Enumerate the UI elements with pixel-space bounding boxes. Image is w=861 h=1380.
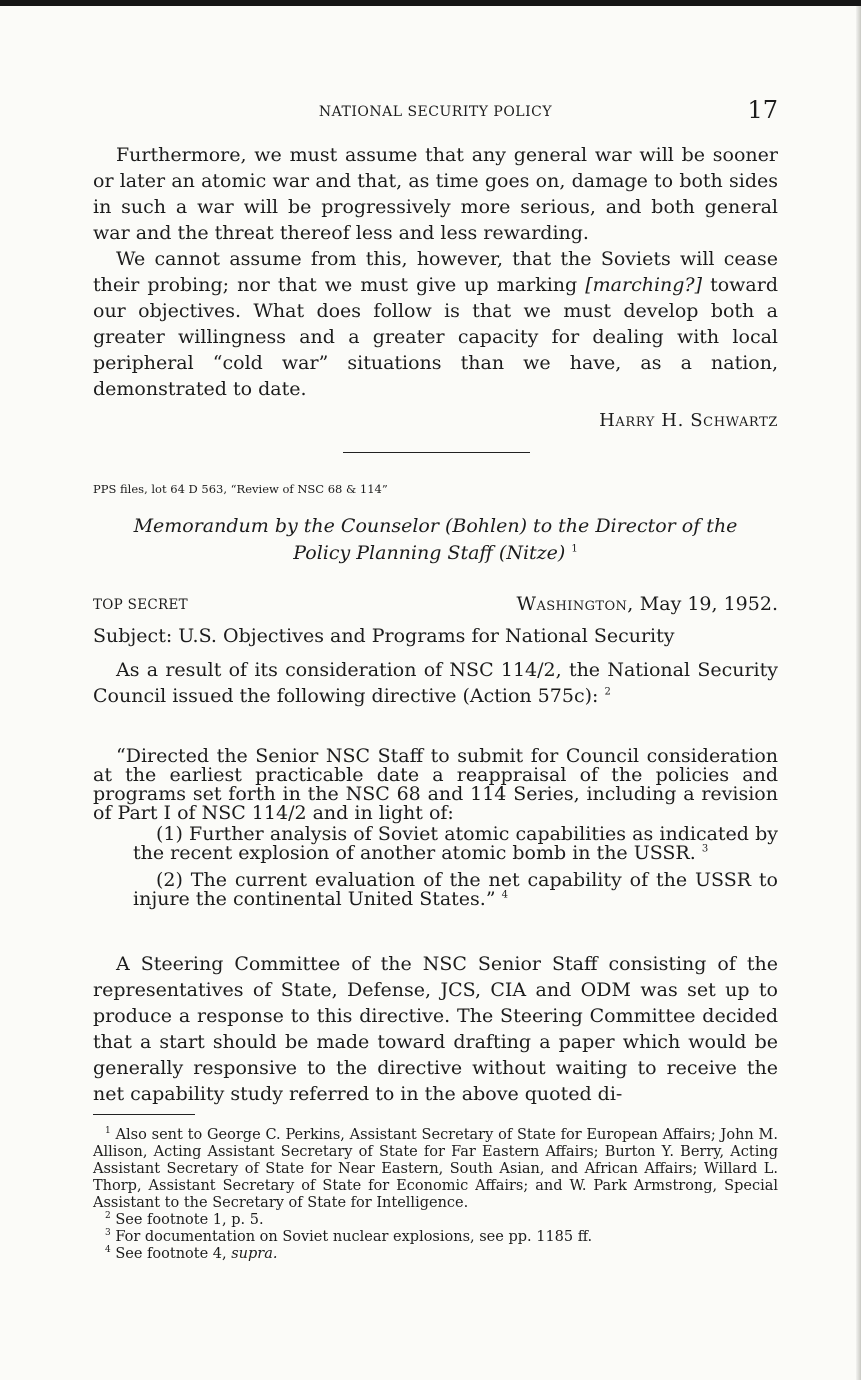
classification: TOP SECRET: [93, 597, 188, 613]
paragraph: Furthermore, we must assume that any general war will be sooner or later an atomic war and that, as time goes on, damage to both sides in such a war will be progressively more serious, and both general war and the threat thereof less and less rewarding.: [93, 144, 778, 244]
dateline-place: Washington,: [516, 593, 634, 615]
signature: Harry H. Schwartz: [599, 410, 778, 431]
footnote: [93, 1127, 778, 1212]
directive-items: [133, 825, 778, 909]
footnote-marker: 1: [105, 1126, 111, 1137]
footnote-marker: 2: [105, 1211, 111, 1222]
paragraph-text: We cannot assume from this, however, that the Soviets will cease their probing; nor that we must give up marking: [93, 248, 778, 296]
section-divider: [343, 452, 530, 453]
footnote-ref: 4: [501, 889, 508, 901]
footnote-italic: supra.: [231, 1246, 278, 1262]
paragraph: [93, 657, 778, 709]
footnote-text: See footnote 4,: [115, 1246, 227, 1262]
editorial-insertion: [marching?]: [585, 274, 703, 296]
dateline-date: May 19, 1952.: [639, 593, 778, 615]
directive-item-text: (2) The current evaluation of the net capability of the USSR to injure the continental United States.”: [133, 869, 778, 910]
footnote: [93, 1212, 778, 1229]
footnote-divider: [93, 1114, 195, 1115]
page-right-edge: [856, 6, 861, 1380]
page-number: 17: [747, 96, 778, 124]
footnote-text: Also sent to George C. Perkins, Assistant Secretary of State for European Affairs; John M. Allison, Acting Assistant Secretary of State for Far Eastern Affairs; Burton Y. Berry, Acting Assistant Secretary of State for Near Eastern, South Asian, and African Affairs; Willard L. Thorp, Assistant Secretary of State for Economic Affairs; and W. Park Armstrong, Special Assistant to the Secretary of State for Intelligence.: [93, 1127, 779, 1211]
page-top-border: [0, 0, 861, 6]
paragraph-text: toward our objectives. What does follow is that we must develop both a greater willingness and a greater capacity for dealing with local peripheral “cold war” situations than we have, as a nation, demonstrated to date.: [93, 274, 778, 400]
footnote-ref: 3: [701, 843, 709, 855]
preceding-document-text: [93, 142, 778, 402]
directive-item-text: (1) Further analysis of Soviet atomic capabilities as indicated by the recent explosion of another atomic bomb in the USSR.: [133, 823, 778, 864]
memo-paragraph: [93, 951, 778, 1107]
running-head: NATIONAL SECURITY POLICY: [318, 104, 553, 120]
footnote-text: For documentation on Soviet nuclear explosions, see pp. 1185 ff.: [115, 1229, 593, 1245]
source-note: PPS files, lot 64 D 563, “Review of NSC 68 & 114”: [93, 482, 388, 496]
subject-line: Subject: U.S. Objectives and Programs for National Security: [93, 625, 675, 647]
footnote-ref: 1: [571, 543, 578, 555]
memo-paragraph: [93, 657, 778, 709]
footnote: [93, 1246, 778, 1263]
directive-quote: “Directed the Senior NSC Staff to submit for Council consideration at the earliest practicable date a reappraisal of the policies and programs set forth in the NSC 68 and 114 Series, including a revision of Part I of NSC 114/2 and in light of:: [93, 745, 778, 824]
directive-item: [133, 825, 778, 863]
footnote-marker: 4: [105, 1245, 111, 1256]
paragraph: A Steering Committee of the NSC Senior Staff consisting of the representatives of State, Defense, JCS, CIA and ODM was set up to produce a response to this directive. The Steering Committee decided that a start should be made toward drafting a paper which would be generally responsive to the directive without waiting to receive the net capability study referred to in the above quoted di-: [93, 953, 778, 1105]
dateline: [517, 593, 778, 615]
directive-item: [133, 871, 778, 909]
paragraph: [93, 246, 778, 402]
document-title-text: Memorandum by the Counselor (Bohlen) to the Director of the Policy Planning Staff (Nitze): [133, 515, 738, 564]
paragraph-text: As a result of its consideration of NSC 114/2, the National Security Council issued the following directive (Action 575c):: [93, 659, 778, 707]
footnote: [93, 1229, 778, 1246]
document-title: [113, 513, 758, 567]
page-header: [93, 96, 778, 128]
footnote-marker: 3: [105, 1228, 111, 1239]
footnote-text: See footnote 1, p. 5.: [115, 1212, 264, 1228]
footnotes: [93, 1127, 778, 1263]
footnote-ref: 2: [604, 686, 611, 698]
